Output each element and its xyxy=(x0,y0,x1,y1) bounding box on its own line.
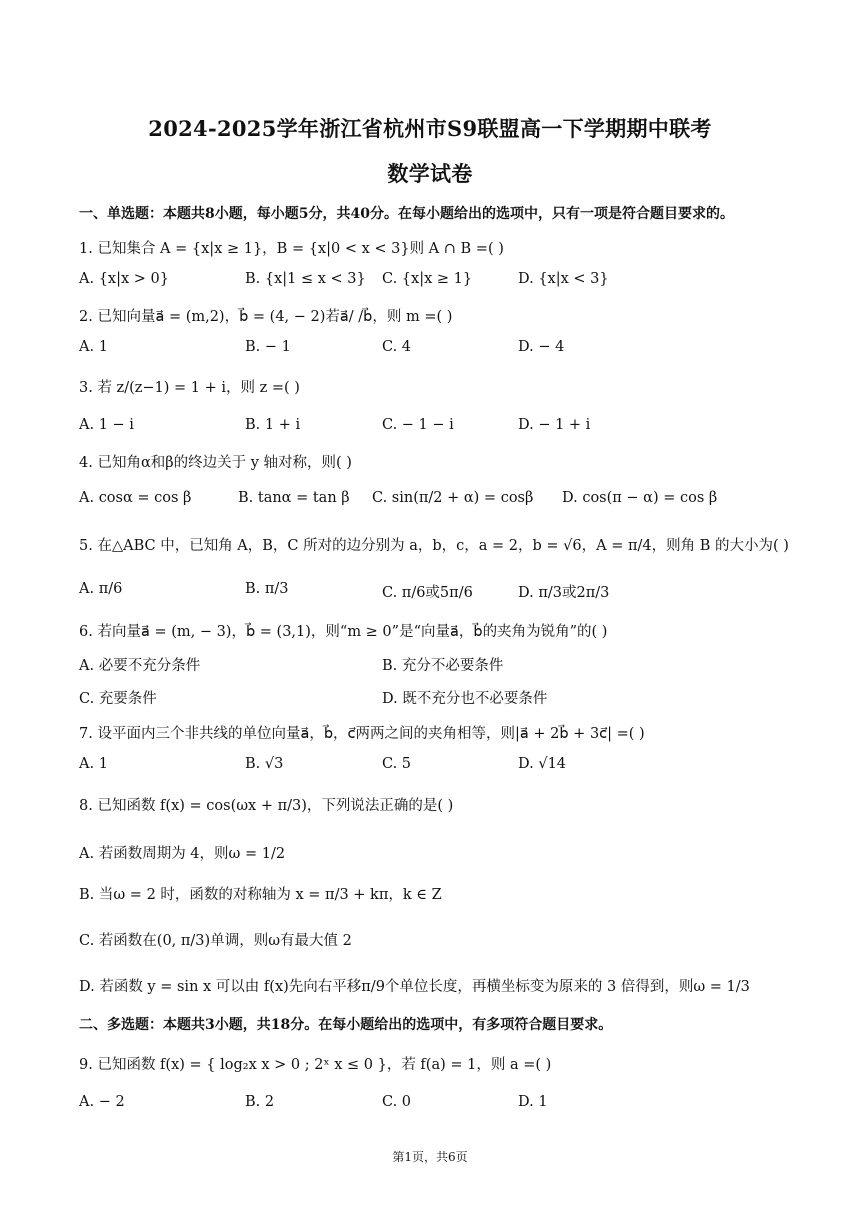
question-9-option-a: A. − 2 xyxy=(79,1094,125,1110)
question-2-option-c: C. 4 xyxy=(382,339,412,355)
question-6-option-b: B. 充分不必要条件 xyxy=(382,658,504,674)
question-5-option-a: A. π/6 xyxy=(79,581,123,597)
question-9-option-c: C. 0 xyxy=(382,1094,412,1110)
question-4-option-a: A. cosα = cos β xyxy=(79,490,192,506)
section-heading-single-choice: 一、单选题：本题共8小题，每小题5分，共40分。在每小题给出的选项中，只有一项是符合题目要求的。 xyxy=(79,206,734,222)
question-7-option-a: A. 1 xyxy=(79,756,108,772)
question-8-option-a: A. 若函数周期为 4，则ω = 1/2 xyxy=(79,846,286,862)
question-1-option-c: C. {x|x ≥ 1} xyxy=(382,271,473,287)
question-1-stem: 1. 已知集合 A = {x|x ≥ 1}，B = {x|0 < x < 3}则 A ∩ B =( ) xyxy=(79,241,504,257)
question-3-stem: 3. 若 z/(z−1) = 1 + i，则 z =( ) xyxy=(79,380,300,396)
question-4-option-c: C. sin(π/2 + α) = cosβ xyxy=(372,490,534,506)
question-3-option-d: D. − 1 + i xyxy=(518,417,591,433)
question-5-stem: 5. 在△ABC 中，已知角 A，B，C 所对的边分别为 a，b，c，a = 2，b = √6，A = π/4，则角 B 的大小为( ) xyxy=(79,538,789,554)
question-8-stem: 8. 已知函数 f(x) = cos(ωx + π/3)，下列说法正确的是( ) xyxy=(79,798,454,814)
question-8-option-c: C. 若函数在(0, π/3)单调，则ω有最大值 2 xyxy=(79,933,352,949)
question-9-option-d: D. 1 xyxy=(518,1094,548,1110)
question-6-stem: 6. 若向量a⃗ = (m, − 3)，b⃗ = (3,1)，则“m ≥ 0”是“向量a⃗，b⃗的夹角为锐角”的( ) xyxy=(79,624,608,640)
question-9-stem: 9. 已知函数 f(x) = { log₂x x > 0 ; 2ˣ x ≤ 0 }，若 f(a) = 1，则 a =( ) xyxy=(79,1057,552,1073)
question-4-option-b: B. tanα = tan β xyxy=(238,490,350,506)
question-6-option-a: A. 必要不充分条件 xyxy=(79,658,201,674)
question-1-option-b: B. {x|1 ≤ x < 3} xyxy=(245,271,366,287)
section-heading-multiple-choice: 二、多选题：本题共3小题，共18分。在每小题给出的选项中，有多项符合题目要求。 xyxy=(79,1017,613,1033)
question-9-option-b: B. 2 xyxy=(245,1094,275,1110)
question-2-option-b: B. − 1 xyxy=(245,339,291,355)
question-2-stem: 2. 已知向量a⃗ = (m,2)，b⃗ = (4, − 2)若a⃗/ /b⃗，则 m =( ) xyxy=(79,309,453,325)
question-2-option-a: A. 1 xyxy=(79,339,108,355)
question-6-option-c: C. 充要条件 xyxy=(79,691,157,707)
question-7-stem: 7. 设平面内三个非共线的单位向量a⃗，b⃗，c⃗两两之间的夹角相等，则|a⃗ + 2b⃗ + 3c⃗| =( ) xyxy=(79,726,645,742)
question-7-option-d: D. √14 xyxy=(518,756,567,772)
question-4-option-d: D. cos(π − α) = cos β xyxy=(562,490,718,506)
question-2-option-d: D. − 4 xyxy=(518,339,565,355)
question-1-option-a: A. {x|x > 0} xyxy=(79,271,169,287)
question-7-option-c: C. 5 xyxy=(382,756,412,772)
question-4-stem: 4. 已知角α和β的终边关于 y 轴对称，则( ) xyxy=(79,455,352,471)
question-7-option-b: B. √3 xyxy=(245,756,284,772)
exam-title: 2024-2025学年浙江省杭州市S9联盟高一下学期期中联考 xyxy=(148,116,712,141)
question-5-option-d: D. π/3或2π/3 xyxy=(518,585,610,601)
page-footer: 第1页，共6页 xyxy=(392,1150,468,1164)
question-3-option-b: B. 1 + i xyxy=(245,417,301,433)
question-8-option-d: D. 若函数 y = sin x 可以由 f(x)先向右平移π/9个单位长度，再横坐标变为原来的 3 倍得到，则ω = 1/3 xyxy=(79,979,750,995)
question-6-option-d: D. 既不充分也不必要条件 xyxy=(382,691,548,707)
question-5-option-c: C. π/6或5π/6 xyxy=(382,585,473,601)
question-8-option-b: B. 当ω = 2 时，函数的对称轴为 x = π/3 + kπ，k ∈ Z xyxy=(79,887,442,903)
question-1-option-d: D. {x|x < 3} xyxy=(518,271,609,287)
exam-subtitle: 数学试卷 xyxy=(387,161,473,186)
question-5-option-b: B. π/3 xyxy=(245,581,289,597)
question-3-option-c: C. − 1 − i xyxy=(382,417,454,433)
question-3-option-a: A. 1 − i xyxy=(79,417,134,433)
